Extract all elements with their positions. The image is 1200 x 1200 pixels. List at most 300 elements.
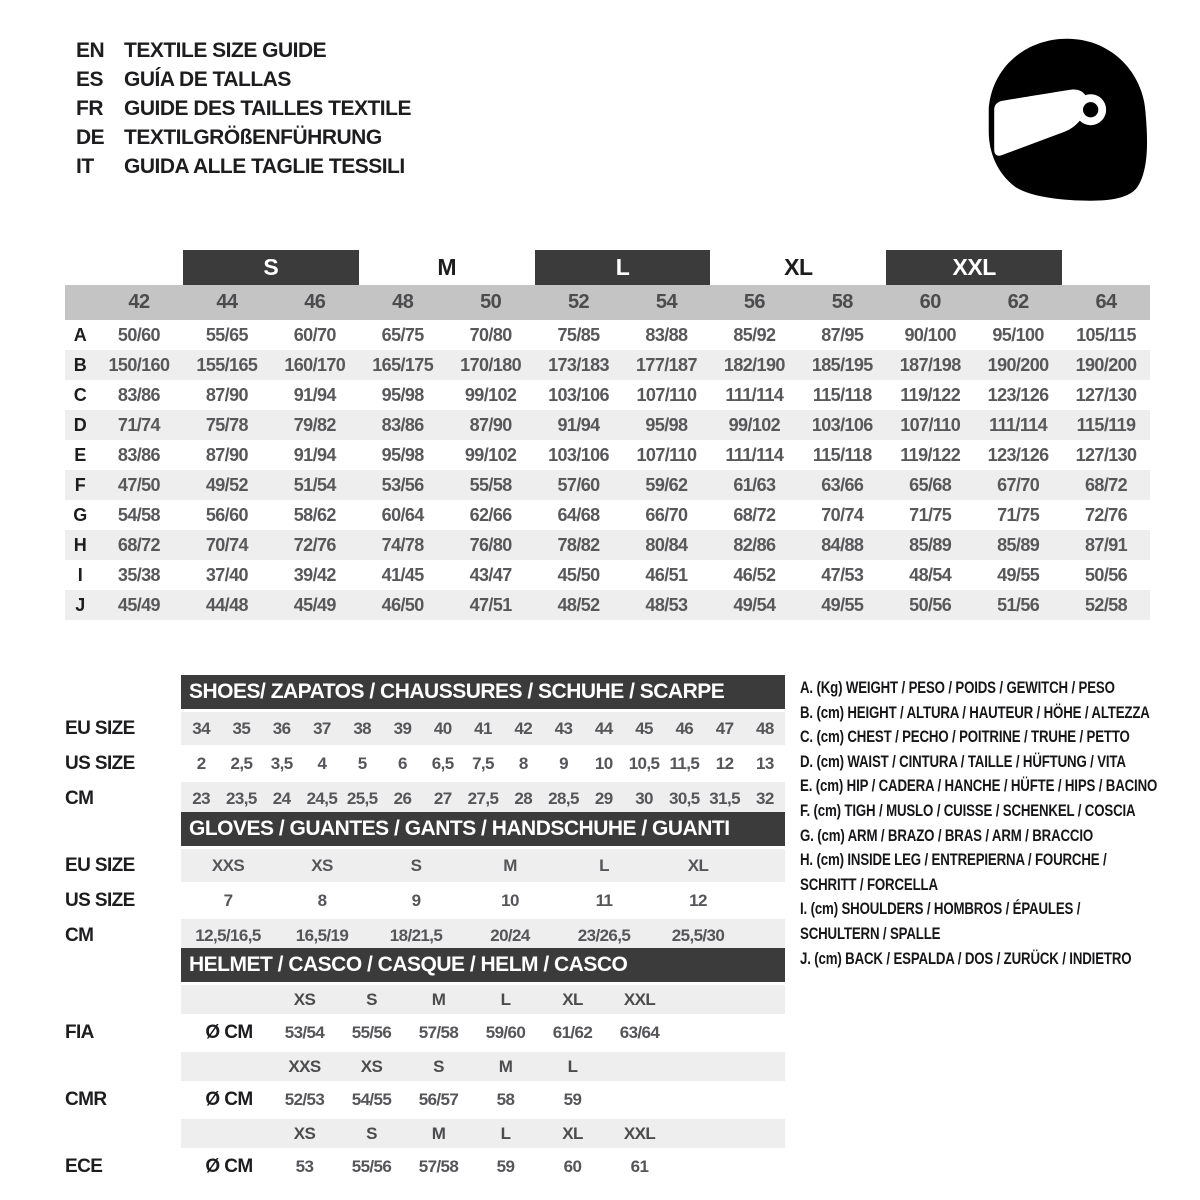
shoes-value: 2,5	[230, 753, 253, 773]
measurement-value: 83/88	[645, 324, 688, 345]
shoes-value: 24	[272, 788, 291, 808]
helmet-standard-label: ECE	[65, 1156, 103, 1177]
measurement-value: 65/68	[909, 474, 952, 495]
gloves-value: 9	[411, 890, 421, 910]
measurement-value: 66/70	[645, 504, 688, 525]
measurement-value: 49/55	[821, 594, 864, 615]
measurement-value: 71/74	[117, 414, 160, 435]
measurement-row	[65, 590, 1150, 620]
helmet-values-row	[181, 1083, 785, 1117]
shoes-value: 23,5	[226, 788, 257, 808]
shoes-row-label: CM	[65, 787, 94, 809]
measurement-value: 57/60	[557, 474, 600, 495]
measurement-value: 50/56	[909, 594, 952, 615]
measurement-row	[65, 500, 1150, 530]
shoes-value: 30	[635, 788, 653, 808]
language-code: IT	[76, 154, 94, 178]
measurement-value: 111/114	[725, 384, 784, 405]
shoes-value: 4	[317, 753, 327, 773]
helmet-label-spacer	[65, 948, 181, 985]
measurement-value: 43/47	[469, 564, 512, 585]
measurement-value: 83/86	[117, 384, 160, 405]
measurement-value: 47/51	[469, 594, 512, 615]
measurement-value: 68/72	[117, 534, 160, 555]
gloves-value-row	[181, 884, 785, 917]
shoes-value: 5	[357, 753, 367, 773]
measurement-value: 95/98	[381, 384, 424, 405]
helmet-value: 59	[563, 1090, 582, 1109]
legend-item	[800, 774, 1160, 799]
measurement-value: 103/106	[811, 414, 873, 435]
measurement-row	[65, 350, 1150, 380]
gloves-label-spacer	[65, 812, 181, 849]
measurement-value: 103/106	[548, 384, 609, 405]
measurement-value: 155/165	[196, 354, 258, 375]
helmet-standard-label: CMR	[65, 1089, 107, 1110]
measurement-row-label: D	[73, 414, 87, 435]
size-column-header: 44	[216, 291, 238, 313]
measurement-value: 150/160	[108, 354, 170, 375]
shoes-value: 41	[474, 718, 492, 738]
measurement-value: 54/58	[117, 504, 160, 525]
gloves-value: 25,5/30	[671, 925, 725, 945]
helmet-size-header: S	[433, 1056, 444, 1076]
gloves-value: 7	[223, 890, 233, 910]
gloves-row-label: EU SIZE	[65, 854, 135, 876]
helmet-sizes-row	[181, 1119, 785, 1148]
shoes-value: 34	[192, 718, 210, 738]
gloves-value: 23/26,5	[577, 925, 631, 945]
shoes-value: 11,5	[669, 753, 700, 773]
size-group-m: M	[437, 254, 456, 280]
helmet-size-header: S	[366, 1123, 377, 1143]
legend-item	[800, 799, 1160, 824]
gloves-value: XXS	[211, 855, 245, 875]
measurement-legend	[800, 676, 1160, 971]
legend-item	[800, 848, 1160, 897]
language-row	[76, 152, 411, 181]
measurement-value: 58/62	[293, 504, 336, 525]
measurement-value: 90/100	[904, 324, 956, 345]
size-column-header: 46	[304, 291, 326, 313]
shoes-value: 3,5	[270, 753, 293, 773]
gloves-value: 8	[317, 890, 327, 910]
measurement-value: 107/110	[636, 444, 697, 465]
helmet-label-spacer	[65, 1052, 181, 1083]
gloves-value: XS	[311, 855, 333, 875]
measurement-value: 49/55	[997, 564, 1040, 585]
measurement-row-label: E	[74, 444, 86, 465]
measurement-value: 46/50	[381, 594, 424, 615]
shoes-value: 27,5	[467, 788, 499, 808]
measurement-value: 63/66	[821, 474, 864, 495]
helmet-size-header: XXS	[288, 1056, 321, 1076]
shoes-value: 44	[594, 718, 613, 738]
measurement-value: 87/90	[205, 444, 248, 465]
shoes-value: 38	[353, 718, 372, 738]
gloves-value: 12	[689, 890, 707, 910]
legend-line: SCHRITT / FORCELLA	[800, 874, 938, 894]
helmet-row-labels	[65, 948, 181, 1186]
measurement-value: 60/64	[381, 504, 424, 525]
gloves-value: 20/24	[490, 925, 530, 945]
shoes-value: 28,5	[548, 788, 579, 808]
helmet-size-header: XS	[293, 989, 316, 1009]
measurement-value: 87/91	[1085, 534, 1128, 555]
language-code: ES	[76, 67, 104, 91]
size-column-header: 50	[480, 291, 502, 313]
measurement-value: 107/110	[636, 384, 697, 405]
measurement-value: 52/58	[1085, 594, 1128, 615]
helmet-size-header: XS	[360, 1056, 383, 1076]
measurement-row	[65, 470, 1150, 500]
measurement-value: 70/74	[205, 534, 248, 555]
measurement-row-label: J	[75, 594, 85, 615]
helmet-size-header: M	[431, 989, 446, 1009]
measurement-value: 177/187	[636, 354, 697, 375]
helmet-value: 55/56	[351, 1023, 392, 1042]
shoes-value: 13	[755, 753, 774, 773]
gloves-value: L	[599, 855, 609, 875]
shoes-value: 31,5	[709, 788, 740, 808]
gloves-row-label: CM	[65, 924, 94, 946]
shoes-value: 29	[594, 788, 613, 808]
gloves-row-label: US SIZE	[65, 889, 135, 911]
shoes-size-table	[181, 675, 785, 817]
size-column-header: 58	[831, 291, 853, 313]
measurement-value: 41/45	[381, 564, 424, 585]
measurement-value: 123/126	[987, 444, 1049, 465]
measurement-row	[65, 410, 1150, 440]
legend-line: F. (cm) TIGH / MUSLO / CUISSE / SCHENKEL / COSCIA	[800, 800, 1136, 820]
measurement-value: 55/65	[205, 324, 248, 345]
gloves-table-title: GLOVES / GUANTES / GANTS / HANDSCHUHE / GUANTI	[181, 812, 785, 846]
measurement-value: 48/52	[557, 594, 600, 615]
shoes-value: 42	[514, 718, 533, 738]
legend-line: I. (cm) SHOULDERS / HOMBROS / ÉPAULES /	[800, 899, 1081, 919]
language-title: TEXTILE SIZE GUIDE	[124, 38, 327, 62]
legend-line: C. (cm) CHEST / PECHO / POITRINE / TRUHE / PETTO	[800, 727, 1130, 747]
size-group-header-row	[65, 250, 1150, 285]
measurement-value: 190/200	[987, 354, 1049, 375]
measurement-value: 173/183	[548, 354, 609, 375]
helmet-size-header: XS	[293, 1123, 316, 1143]
legend-line: G. (cm) ARM / BRAZO / BRAS / ARM / BRACCIO	[800, 825, 1094, 845]
legend-item	[800, 725, 1160, 750]
helmet-size-header: XL	[562, 1123, 583, 1143]
helmet-values-row	[181, 1150, 785, 1184]
helmet-value: 59	[496, 1157, 515, 1176]
legend-line: A. (Kg) WEIGHT / PESO / POIDS / GEWITCH / PESO	[800, 678, 1115, 697]
shoes-value: 9	[559, 753, 568, 773]
helmet-value: 59/60	[485, 1023, 526, 1042]
measurement-value: 79/82	[293, 414, 336, 435]
measurement-row-label: I	[77, 564, 83, 585]
helmet-size-header: M	[431, 1123, 446, 1143]
shoes-value: 8	[518, 753, 528, 773]
measurement-value: 123/126	[987, 384, 1049, 405]
measurement-value: 67/70	[997, 474, 1040, 495]
shoes-value: 40	[433, 718, 452, 738]
helmet-size-header: XXL	[623, 1123, 656, 1143]
measurement-value: 91/94	[293, 444, 336, 465]
shoes-value: 48	[755, 718, 774, 738]
measurement-row	[65, 530, 1150, 560]
measurement-row-label: H	[73, 534, 87, 555]
helmet-value: 56/57	[418, 1090, 459, 1109]
shoes-value: 24,5	[306, 788, 338, 808]
measurement-value: 87/95	[821, 324, 864, 345]
measurement-value: 115/118	[812, 444, 872, 465]
shoes-value: 12	[715, 753, 734, 773]
helmet-value: 63/64	[619, 1023, 660, 1042]
helmet-label-spacer	[65, 1119, 181, 1150]
measurement-row-label: G	[73, 504, 87, 525]
measurement-value: 165/175	[372, 354, 434, 375]
size-column-header: 42	[128, 291, 150, 313]
shoes-value: 37	[313, 718, 331, 738]
shoes-label-spacer	[65, 675, 181, 712]
measurement-value: 71/75	[909, 504, 952, 525]
shoes-value: 30,5	[668, 788, 700, 808]
shoes-value: 28	[514, 788, 533, 808]
helmet-size-header: XL	[562, 989, 583, 1009]
measurement-value: 99/102	[728, 414, 781, 435]
helmet-value: 60	[563, 1157, 582, 1176]
size-column-header: 64	[1095, 291, 1117, 313]
measurement-value: 99/102	[464, 444, 517, 465]
size-column-header: 48	[392, 291, 414, 313]
language-code: FR	[76, 96, 103, 120]
shoes-value: 47	[715, 718, 734, 738]
measurement-value: 48/54	[909, 564, 952, 585]
shoes-value: 43	[554, 718, 573, 738]
legend-item	[800, 824, 1160, 849]
size-group-l: L	[535, 250, 711, 285]
legend-line: B. (cm) HEIGHT / ALTURA / HAUTEUR / HÖHE / ALTEZZA	[800, 702, 1150, 722]
helmet-value: 57/58	[418, 1157, 459, 1176]
shoes-value: 6	[398, 753, 407, 773]
measurement-value: 83/86	[117, 444, 160, 465]
measurement-value: 46/52	[733, 564, 776, 585]
language-title: GUIDA ALLE TAGLIE TESSILI	[124, 154, 405, 178]
helmet-label-spacer	[65, 985, 181, 1016]
measurement-value: 47/53	[821, 564, 864, 585]
measurement-row-label: C	[73, 384, 87, 405]
measurement-value: 51/56	[997, 594, 1040, 615]
measurement-value: 45/50	[557, 564, 600, 585]
gloves-value: 10	[501, 890, 519, 910]
measurement-value: 119/122	[900, 384, 961, 405]
measurement-value: 170/180	[460, 354, 522, 375]
helmet-size-header: XXL	[623, 989, 656, 1009]
legend-line: J. (cm) BACK / ESPALDA / DOS / ZURÜCK / INDIETRO	[800, 948, 1132, 968]
measurement-value: 127/130	[1075, 384, 1137, 405]
shoes-value: 2	[196, 753, 206, 773]
size-column-header: 54	[655, 291, 677, 313]
shoes-value: 7,5	[472, 753, 494, 773]
helmet-unit-label: Ø CM	[205, 1089, 253, 1110]
measurement-value: 37/40	[205, 564, 248, 585]
gloves-value: XL	[687, 855, 709, 875]
gloves-value: S	[410, 855, 422, 875]
textile-size-table	[65, 250, 1150, 620]
measurement-row	[65, 560, 1150, 590]
measurement-value: 127/130	[1075, 444, 1137, 465]
measurement-value: 111/114	[989, 414, 1048, 435]
legend-line: D. (cm) WAIST / CINTURA / TAILLE / HÜFTUNG / VITA	[800, 751, 1126, 771]
measurement-value: 82/86	[733, 534, 776, 555]
measurement-value: 65/75	[381, 324, 424, 345]
measurement-value: 49/54	[733, 594, 776, 615]
measurement-value: 72/76	[293, 534, 336, 555]
shoes-value: 36	[272, 718, 291, 738]
helmet-size-header: M	[498, 1056, 513, 1076]
language-title-list	[76, 36, 411, 181]
size-column-header: 60	[919, 291, 941, 313]
measurement-value: 76/80	[469, 534, 512, 555]
shoes-value: 39	[393, 718, 412, 738]
measurement-value: 87/90	[469, 414, 512, 435]
shoes-value-row	[181, 782, 785, 815]
measurement-value: 190/200	[1075, 354, 1137, 375]
shoes-value: 10,5	[628, 753, 660, 773]
helmet-value: 55/56	[351, 1157, 392, 1176]
measurement-value: 56/60	[205, 504, 248, 525]
measurement-value: 95/98	[645, 414, 688, 435]
measurement-value: 111/114	[725, 444, 784, 465]
language-row	[76, 36, 411, 65]
measurement-row-label: A	[73, 324, 87, 345]
size-group-s: S	[183, 250, 359, 285]
shoes-table-title: SHOES/ ZAPATOS / CHAUSSURES / SCHUHE / SCARPE	[181, 675, 785, 709]
helmet-sizes-row	[181, 985, 785, 1014]
measurement-value: 55/58	[469, 474, 512, 495]
helmet-values-row	[181, 1016, 785, 1050]
shoes-value-row	[181, 712, 785, 745]
measurement-value: 83/86	[381, 414, 424, 435]
helmet-sizes-row	[181, 1052, 785, 1081]
gloves-value-row	[181, 849, 785, 882]
helmet-size-header: S	[366, 989, 377, 1009]
measurement-value: 78/82	[557, 534, 600, 555]
measurement-value: 71/75	[997, 504, 1040, 525]
measurement-value: 87/90	[205, 384, 248, 405]
size-column-header: 56	[743, 291, 765, 313]
measurement-value: 50/56	[1085, 564, 1128, 585]
shoes-row-label: US SIZE	[65, 752, 135, 774]
shoes-value: 26	[393, 788, 412, 808]
helmet-size-header: L	[500, 989, 511, 1009]
measurement-value: 68/72	[733, 504, 776, 525]
shoes-value: 35	[232, 718, 251, 738]
measurement-value: 105/115	[1076, 324, 1136, 345]
measurement-value: 72/76	[1085, 504, 1128, 525]
helmet-value: 58	[496, 1090, 515, 1109]
helmet-value: 54/55	[351, 1090, 392, 1109]
helmet-standard-label: FIA	[65, 1022, 94, 1043]
measurement-row-label: B	[73, 354, 87, 375]
helmet-size-header: L	[567, 1056, 578, 1076]
measurement-value: 70/80	[469, 324, 512, 345]
gloves-row-labels	[65, 812, 181, 954]
measurement-value: 84/88	[821, 534, 864, 555]
helmet-value: 52/53	[284, 1090, 325, 1109]
helmet-size-section	[65, 948, 785, 1186]
measurement-value: 35/38	[117, 564, 160, 585]
size-group-xl: XL	[784, 254, 813, 280]
measurement-value: 62/66	[469, 504, 512, 525]
measurement-value: 61/63	[733, 474, 776, 495]
measurement-row	[65, 440, 1150, 470]
shoes-row-labels	[65, 675, 181, 817]
gloves-value: 12,5/16,5	[195, 925, 261, 945]
legend-item	[800, 701, 1160, 726]
measurement-value: 68/72	[1085, 474, 1128, 495]
helmet-table-title: HELMET / CASCO / CASQUE / HELM / CASCO	[181, 948, 785, 982]
legend-line: H. (cm) INSIDE LEG / ENTREPIERNA / FOURCHE /	[800, 850, 1107, 870]
measurement-row	[65, 320, 1150, 350]
helmet-value: 61	[630, 1157, 649, 1176]
shoes-value-row	[181, 747, 785, 780]
gloves-value: 11	[595, 890, 613, 910]
shoes-value: 32	[755, 788, 774, 808]
helmet-size-table	[181, 948, 785, 1186]
shoes-value: 6,5	[431, 753, 454, 773]
measurement-value: 39/42	[293, 564, 336, 585]
measurement-value: 49/52	[205, 474, 248, 495]
legend-item	[800, 750, 1160, 775]
language-title: GUÍA DE TALLAS	[124, 67, 291, 91]
shoes-value: 27	[433, 788, 452, 808]
measurement-value: 115/119	[1076, 414, 1136, 435]
helmet-unit-label: Ø CM	[205, 1022, 253, 1043]
gloves-size-table	[181, 812, 785, 954]
legend-line: SCHULTERN / SPALLE	[800, 923, 941, 943]
language-title: GUIDE DES TAILLES TEXTILE	[124, 96, 411, 120]
measurement-value: 185/195	[811, 354, 873, 375]
measurement-value: 44/48	[205, 594, 248, 615]
measurement-value: 60/70	[293, 324, 336, 345]
size-group-xxl: XXL	[886, 250, 1062, 285]
gloves-value: 18/21,5	[389, 925, 443, 945]
measurement-value: 53/56	[381, 474, 424, 495]
measurement-value: 91/94	[557, 414, 600, 435]
measurement-value: 115/118	[812, 384, 872, 405]
shoes-value: 25,5	[346, 788, 378, 808]
shoes-size-section	[65, 675, 785, 817]
measurement-value: 64/68	[557, 504, 600, 525]
measurement-value: 182/190	[723, 354, 785, 375]
size-column-header: 52	[568, 291, 590, 313]
measurement-value: 95/98	[381, 444, 424, 465]
measurement-value: 107/110	[900, 414, 961, 435]
measurement-value: 48/53	[645, 594, 688, 615]
measurement-value: 99/102	[464, 384, 517, 405]
measurement-value: 160/170	[284, 354, 346, 375]
helmet-value: 53	[295, 1157, 314, 1176]
measurement-value: 85/89	[997, 534, 1040, 555]
helmet-value: 61/62	[552, 1023, 593, 1042]
legend-item	[800, 676, 1160, 701]
measurement-value: 75/85	[557, 324, 600, 345]
shoes-value: 10	[594, 753, 613, 773]
legend-line: E. (cm) HIP / CADERA / HANCHE / HÜFTE / HIPS / BACINO	[800, 776, 1158, 796]
racing-helmet-icon	[976, 26, 1158, 208]
legend-item	[800, 947, 1160, 972]
helmet-size-header: L	[500, 1123, 511, 1143]
measurement-row	[65, 380, 1150, 410]
